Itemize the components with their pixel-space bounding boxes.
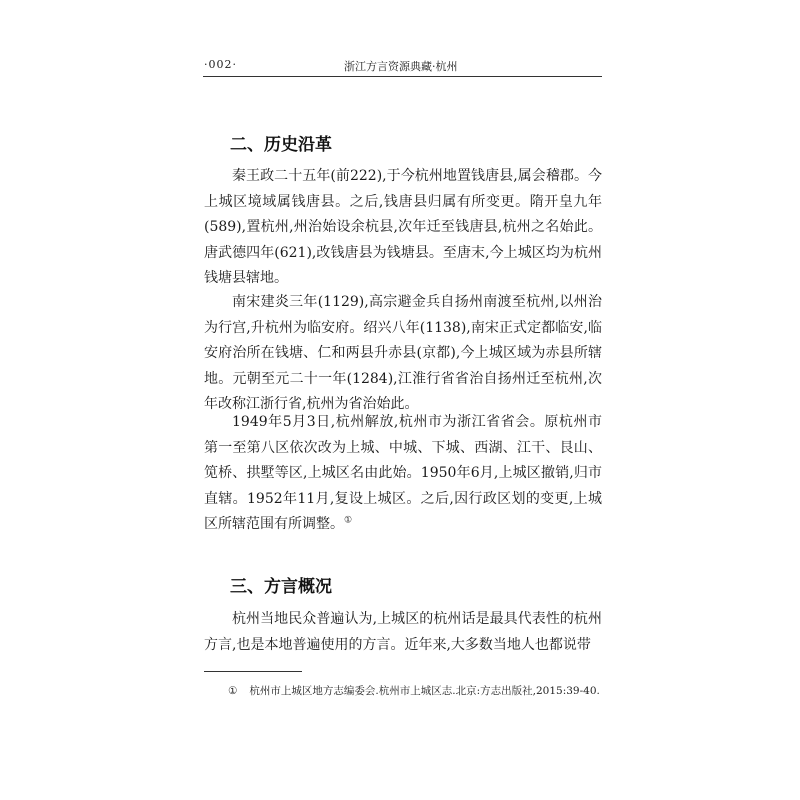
footnote-rule	[204, 671, 302, 672]
running-header	[204, 56, 602, 74]
history-paragraph-1: 秦王政二十五年(前222),于今杭州地置钱唐县,属会稽郡。今上城区境域属钱唐县。之后,钱唐县归属有所变更。隋开皇九年(589),置杭州,州治始设余杭县,次年迁至钱唐县,杭州之名始此。唐武德四年(621),改钱唐县为钱塘县。至唐末,今上城区均为杭州钱塘县辖地。	[204, 168, 602, 286]
history-paragraph-2: 南宋建炎三年(1129),高宗避金兵自扬州南渡至杭州,以州治为行宫,升杭州为临安府。绍兴八年(1138),南宋正式定都临安,临安府治所在钱塘、仁和两县升赤县(京都),今上城区域为赤县所辖地。元朝至元二十一年(1284),江淮行省省治自扬州迁至杭州,次年改称江浙行省,杭州为省治始此。	[204, 294, 602, 412]
dialect-paragraph-1: 杭州当地民众普遍认为,上城区的杭州话是最具代表性的杭州方言,也是本地普遍使用的方言。近年来,大多数当地人也都说带	[204, 611, 602, 653]
page-number: ·002·	[204, 58, 237, 71]
section-title-dialect: 三、方言概况	[230, 577, 332, 597]
running-title: 浙江方言资源典藏·杭州	[344, 60, 458, 73]
section-title-history: 二、历史沿革	[230, 135, 332, 155]
history-paragraph-3	[204, 410, 602, 538]
footnote-text: 杭州市上城区地方志编委会.杭州市上城区志.北京:方志出版社,2015:39-40.	[249, 685, 600, 697]
footnote-reference[interactable]: ①	[344, 515, 353, 526]
header-rule	[203, 76, 602, 77]
footnote	[204, 682, 602, 701]
history-paragraph-3-text: 1949年5月3日,杭州解放,杭州市为浙江省省会。原杭州市第一至第八区依次改为上城、中城、下城、西湖、江干、艮山、笕桥、拱墅等区,上城区名由此始。1950年6月,上城区撤销,归市直辖。1952年11月,复设上城区。之后,因行政区划的变更,上城区所辖范围有所调整。	[204, 414, 602, 532]
footnote-mark: ①	[228, 685, 238, 697]
